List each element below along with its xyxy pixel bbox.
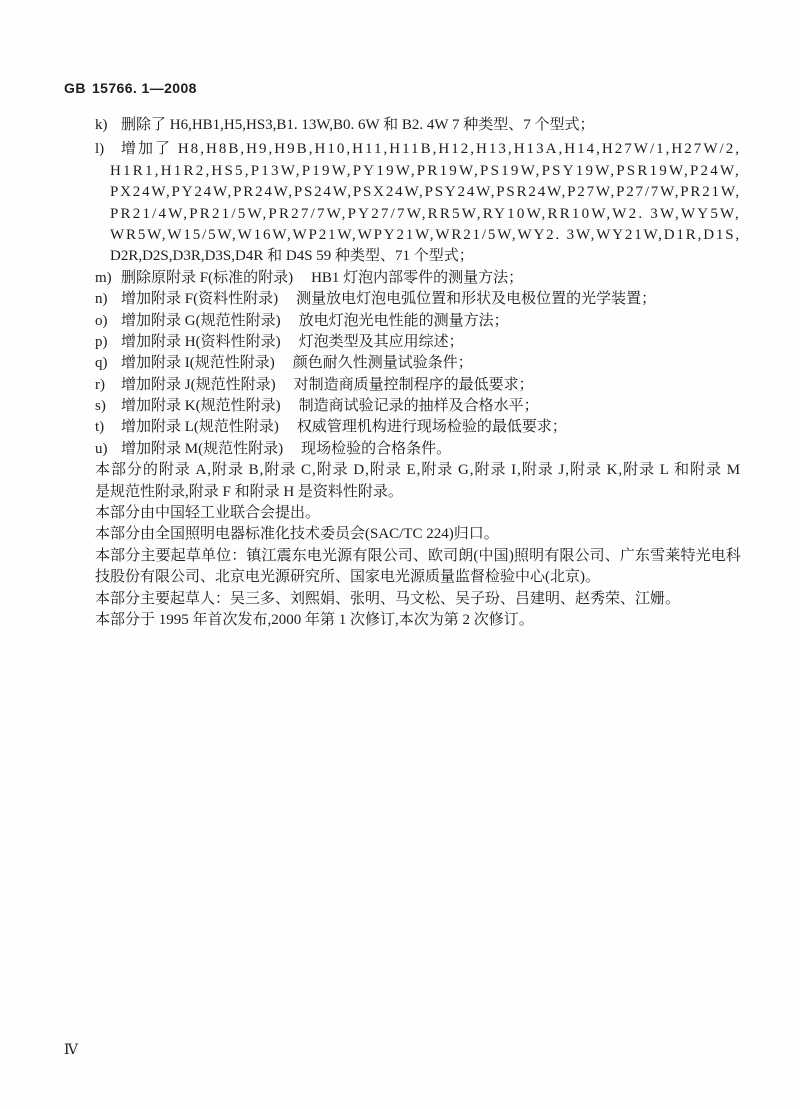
text-line <box>95 353 741 374</box>
body-text <box>95 115 741 631</box>
list-item-text: PR21/4W,PR21/5W,PR27/7W,PY27/7W,RR5W,RY10W,RR10W,W2. 3W,WY5W, <box>110 205 741 222</box>
paragraph-proposed-by <box>95 503 741 524</box>
list-item-text <box>121 270 523 286</box>
list-label: l) <box>95 141 105 158</box>
paragraph-drafters <box>95 589 741 610</box>
text-line <box>95 482 741 503</box>
list-item-text <box>121 355 473 371</box>
list-item-p <box>95 332 741 353</box>
paragraph-text: 技股份有限公司、北京电光源研究所、国家电光源质量监督检验中心(北京)。 <box>95 569 600 586</box>
annex-reference: 增加附录 M(规范性附录) <box>121 440 284 457</box>
annex-description: 权威管理机构进行现场检验的最低要求； <box>296 419 567 436</box>
list-item-text: 删除了 H6,HB1,H5,HS3,B1. 13W,B0. 6W 和 B2. 4W 7 种类型、7 个型式； <box>121 117 595 133</box>
list-item-text <box>121 313 509 329</box>
list-item-text: D2R,D2S,D3R,D3S,D4R 和 D4S 59 种类型、71 个型式； <box>110 248 474 265</box>
list-item-u <box>95 439 741 460</box>
text-line <box>95 161 741 182</box>
text-line <box>95 589 741 610</box>
annex-reference: 增加附录 J(规范性附录) <box>121 376 276 393</box>
list-label: r) <box>95 376 105 393</box>
list-label: t) <box>95 419 105 436</box>
paragraph-text: 本部分主要起草单位：镇江震东电光源有限公司、欧司朗(中国)照明有限公司、广东雪莱特光电科 <box>95 547 741 564</box>
text-line <box>95 439 741 460</box>
paragraph-text: 本部分的附录 A,附录 B,附录 C,附录 D,附录 E,附录 G,附录 I,附录 J,附录 K,附录 L 和附录 M <box>95 462 741 479</box>
list-item-text: WR5W,W15/5W,W16W,WP21W,WPY21W,WR21/5W,WY2. 3W,WY21W,D1R,D1S, <box>110 226 741 243</box>
list-item-l <box>95 139 741 267</box>
text-line <box>95 567 741 588</box>
list-label: o) <box>95 312 108 329</box>
annex-reference: 增加附录 G(规范性附录) <box>121 312 281 329</box>
page-number: Ⅳ <box>64 1042 78 1058</box>
annex-description: 制造商试验记录的抽样及合格水平； <box>298 398 539 415</box>
list-item-t <box>95 417 741 438</box>
annex-reference: 增加附录 F(资料性附录) <box>121 291 279 308</box>
text-line <box>95 524 741 545</box>
list-item-text <box>121 398 539 414</box>
list-item-text <box>121 334 464 350</box>
list-label: u) <box>95 440 108 457</box>
text-line <box>95 417 741 438</box>
list-label: n) <box>95 291 108 308</box>
list-item-q <box>95 353 741 374</box>
list-item-m <box>95 268 741 289</box>
text-line <box>95 460 741 481</box>
list-label: p) <box>95 333 108 350</box>
paragraph-text: 本部分由全国照明电器标准化技术委员会(SAC/TC 224)归口。 <box>95 526 499 543</box>
text-line <box>95 396 741 417</box>
standard-number: 15766. 1—2008 <box>92 80 197 96</box>
running-header <box>64 79 197 97</box>
paragraph-history <box>95 610 741 631</box>
list-label: s) <box>95 398 106 415</box>
text-line <box>95 503 741 524</box>
annex-reference: 增加附录 K(规范性附录) <box>121 398 281 415</box>
list-item-text: PX24W,PY24W,PR24W,PS24W,PSX24W,PSY24W,PSR24W,P27W,P27/7W,PR21W, <box>110 184 741 201</box>
annex-description: 颜色耐久性测量试验条件； <box>292 355 473 372</box>
list-item-text <box>121 419 567 435</box>
paragraph-text: 是规范性附录,附录 F 和附录 H 是资料性附录。 <box>95 483 403 500</box>
text-line <box>95 246 741 267</box>
paragraph-drafting-units <box>95 546 741 589</box>
annex-reference: 增加附录 I(规范性附录) <box>121 355 275 372</box>
text-line <box>95 375 741 396</box>
text-line <box>95 225 741 246</box>
paragraph-centralized-by <box>95 524 741 545</box>
annex-description: 放电灯泡光电性能的测量方法； <box>298 312 509 329</box>
list-label: m) <box>95 269 112 286</box>
annex-description: 测量放电灯泡电弧位置和形状及电极位置的光学装置； <box>296 291 657 308</box>
annex-description: 对制造商质量控制程序的最低要求； <box>293 376 534 393</box>
text-line <box>95 139 741 160</box>
list-label: k) <box>95 117 108 133</box>
text-line <box>95 115 741 136</box>
list-item-k <box>95 115 741 136</box>
list-item-text: 增加了 H8,H8B,H9,H9B,H10,H11,H11B,H12,H13,H13A,H14,H27W/1,H27W/2, <box>121 141 741 158</box>
text-line <box>95 610 741 631</box>
paragraph-text: 本部分主要起草人：吴三多、刘熙娟、张明、马文松、吴子玢、吕建明、赵秀荣、江姗。 <box>95 590 681 607</box>
paragraph-text: 本部分由中国轻工业联合会提出。 <box>95 505 321 522</box>
annex-description: 现场检验的合格条件。 <box>301 440 452 457</box>
annex-reference: 增加附录 L(规范性附录) <box>121 419 279 436</box>
list-item-text <box>121 291 656 307</box>
text-line <box>95 268 741 289</box>
text-line <box>95 311 741 332</box>
paragraph-annex-status <box>95 460 741 503</box>
list-item-s <box>95 396 741 417</box>
text-line <box>95 332 741 353</box>
text-line <box>95 289 741 310</box>
annex-description: 灯泡类型及其应用综述； <box>298 333 464 350</box>
annex-description: HB1 灯泡内部零件的测量方法； <box>311 269 524 286</box>
annex-reference: 删除原附录 F(标准的附录) <box>121 269 294 286</box>
text-line <box>95 204 741 225</box>
list-item-n <box>95 289 741 310</box>
text-line <box>95 546 741 567</box>
list-item-text: H1R1,H1R2,HS5,P13W,P19W,PY19W,PR19W,PS19W,PSY19W,PSR19W,P24W, <box>110 162 741 179</box>
paragraph-text: 本部分于 1995 年首次发布,2000 年第 1 次修订,本次为第 2 次修订。 <box>95 611 534 628</box>
annex-reference: 增加附录 H(资料性附录) <box>121 333 281 350</box>
list-label: q) <box>95 355 108 372</box>
standard-prefix: GB <box>64 80 86 96</box>
list-item-r <box>95 375 741 396</box>
list-item-o <box>95 311 741 332</box>
text-line <box>95 182 741 203</box>
list-item-text <box>121 441 451 457</box>
list-item-text <box>121 377 534 393</box>
